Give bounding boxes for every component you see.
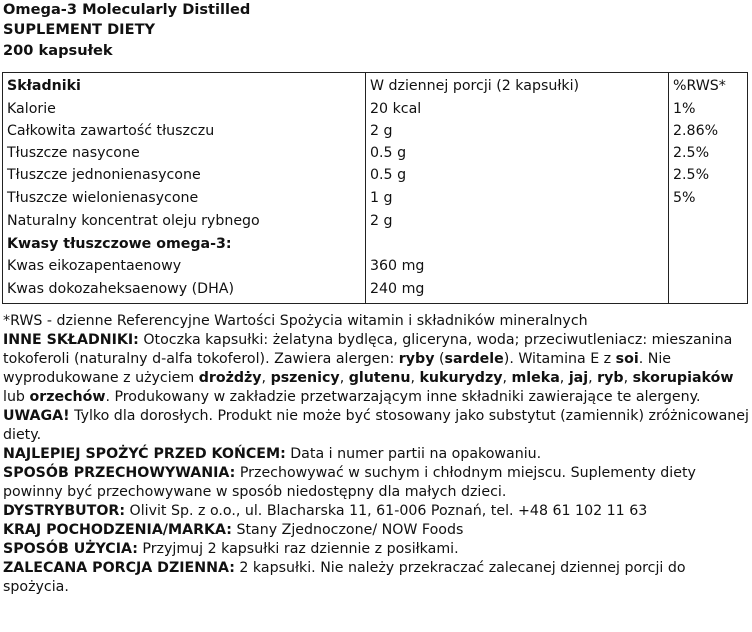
row-name: Tłuszcze nasycone: [7, 145, 140, 161]
row-value: 360 mg: [370, 258, 425, 274]
text-run: ,: [623, 370, 633, 386]
nutrition-table: [2, 72, 748, 304]
text-run: ,: [559, 370, 569, 386]
table-row: [3, 187, 747, 209]
table-row: [3, 120, 747, 142]
section-text: Stany Zjednoczone/ NOW Foods: [231, 522, 464, 538]
row-rws: 5%: [673, 190, 696, 206]
section-label: SPOSÓB UŻYCIA:: [3, 541, 138, 557]
allergen: kukurydzy: [419, 370, 503, 386]
section-label: ZALECANA PORCJA DZIENNA:: [3, 560, 235, 576]
rws-footnote: *RWS - dzienne Referencyjne Wartości Spożycia witamin i składników mineralnych: [3, 313, 588, 329]
allergen: mleka: [511, 370, 560, 386]
allergen: soi: [615, 351, 639, 367]
allergen: orzechów: [29, 389, 106, 405]
allergen: ryb: [597, 370, 624, 386]
subheading: Kwasy tłuszczowe omega-3:: [7, 236, 232, 252]
row-value: 240 mg: [370, 281, 425, 297]
section-label: KRAJ POCHODZENIA/MARKA:: [3, 522, 232, 538]
section-text: Data i numer partii na opakowaniu.: [285, 446, 542, 462]
row-rws: 2.5%: [673, 167, 710, 183]
allergen: glutenu: [348, 370, 411, 386]
text-run: ). Witamina E z: [503, 351, 616, 367]
text-run: lub: [3, 389, 30, 405]
table-row: [3, 278, 747, 300]
row-name: Naturalny koncentrat oleju rybnego: [7, 213, 260, 229]
header-portion: W dziennej porcji (2 kapsułki): [370, 78, 580, 94]
allergen: jaj: [568, 370, 589, 386]
text-run: . Produkowany w zakładzie przetwarzającym inne składniki zawierające te alergeny.: [105, 389, 701, 405]
table-row: [3, 142, 747, 164]
row-name: Kwas eikozapentaenowy: [7, 258, 182, 274]
distributor: [3, 502, 750, 521]
text-run: ,: [502, 370, 512, 386]
table-row: [3, 210, 747, 232]
row-name: Kalorie: [7, 101, 56, 117]
header-rws: %RWS*: [673, 78, 726, 94]
section-text: 2 kapsułki. Nie należy przekraczać zalecanej dziennej porcji do spożycia.: [3, 560, 686, 595]
row-name: Tłuszcze jednonienasycone: [7, 167, 201, 183]
allergen: skorupiaków: [632, 370, 734, 386]
section-label: DYSTRYBUTOR:: [3, 503, 126, 519]
text-run: ,: [261, 370, 271, 386]
text-run: ,: [588, 370, 598, 386]
section-label: UWAGA!: [3, 408, 70, 424]
table-header-row: [3, 75, 747, 97]
row-value: 1 g: [370, 190, 393, 206]
product-category: SUPLEMENT DIETY: [3, 21, 156, 38]
row-rws: 2.5%: [673, 145, 710, 161]
text-run: . Nie wyprodukowane z użyciem: [3, 351, 672, 386]
storage: [3, 464, 750, 502]
text-run: (: [434, 351, 445, 367]
row-value: 0.5 g: [370, 145, 407, 161]
product-quantity: 200 kapsułek: [3, 42, 113, 59]
text-run: ,: [410, 370, 420, 386]
row-name: Kwas dokozaheksaenowy (DHA): [7, 281, 235, 297]
best-before: [3, 445, 750, 464]
table-row: [3, 255, 747, 277]
table-subheading-row: [3, 233, 747, 255]
daily-portion: [3, 559, 750, 597]
section-label: NAJLEPIEJ SPOŻYĆ PRZED KOŃCEM:: [3, 446, 286, 462]
row-name: Całkowita zawartość tłuszczu: [7, 123, 215, 139]
section-text: Tylko dla dorosłych. Produkt nie może być stosowany jako substytut (zamiennik) zróżnicowanej diety.: [3, 408, 749, 443]
section-text: Przyjmuj 2 kapsułki raz dziennie z posiłkami.: [137, 541, 459, 557]
row-value: 0.5 g: [370, 167, 407, 183]
section-label: INNE SKŁADNIKI:: [3, 332, 139, 348]
text-run: Otoczka kapsułki: żelatyna bydlęca, gliceryna, woda; przeciwutleniacz: mieszanina tokoferoli (naturalny d-alfa tokoferol). Zawiera alergen:: [3, 332, 733, 367]
other-ingredients: [3, 331, 750, 407]
warning: [3, 407, 750, 445]
row-value: 2 g: [370, 123, 393, 139]
row-rws: 1%: [673, 101, 696, 117]
row-rws: 2.86%: [673, 123, 719, 139]
section-text: Przechowywać w suchym i chłodnym miejscu. Suplementy diety powinny być przechowywane w sposób niedostępny dla małych dzieci.: [3, 465, 696, 500]
allergen: drożdży: [198, 370, 262, 386]
usage: [3, 540, 750, 559]
text-run: ,: [339, 370, 349, 386]
allergen: pszenicy: [270, 370, 340, 386]
section-label: SPOSÓB PRZECHOWYWANIA:: [3, 465, 236, 481]
row-name: Tłuszcze wielonienasycone: [7, 190, 199, 206]
section-text: Olivit Sp. z o.o., ul. Blacharska 11, 61-006 Poznań, tel. +48 61 102 11 63: [125, 503, 648, 519]
row-value: 2 g: [370, 213, 393, 229]
table-row: [3, 164, 747, 186]
product-title: Omega-3 Molecularly Distilled: [3, 1, 251, 18]
allergen: sardele: [444, 351, 504, 367]
table-row: [3, 98, 747, 120]
country-brand: [3, 521, 750, 540]
allergen: ryby: [398, 351, 435, 367]
row-value: 20 kcal: [370, 101, 422, 117]
label-body: [3, 312, 750, 597]
header-ingredient: Składniki: [7, 78, 81, 94]
